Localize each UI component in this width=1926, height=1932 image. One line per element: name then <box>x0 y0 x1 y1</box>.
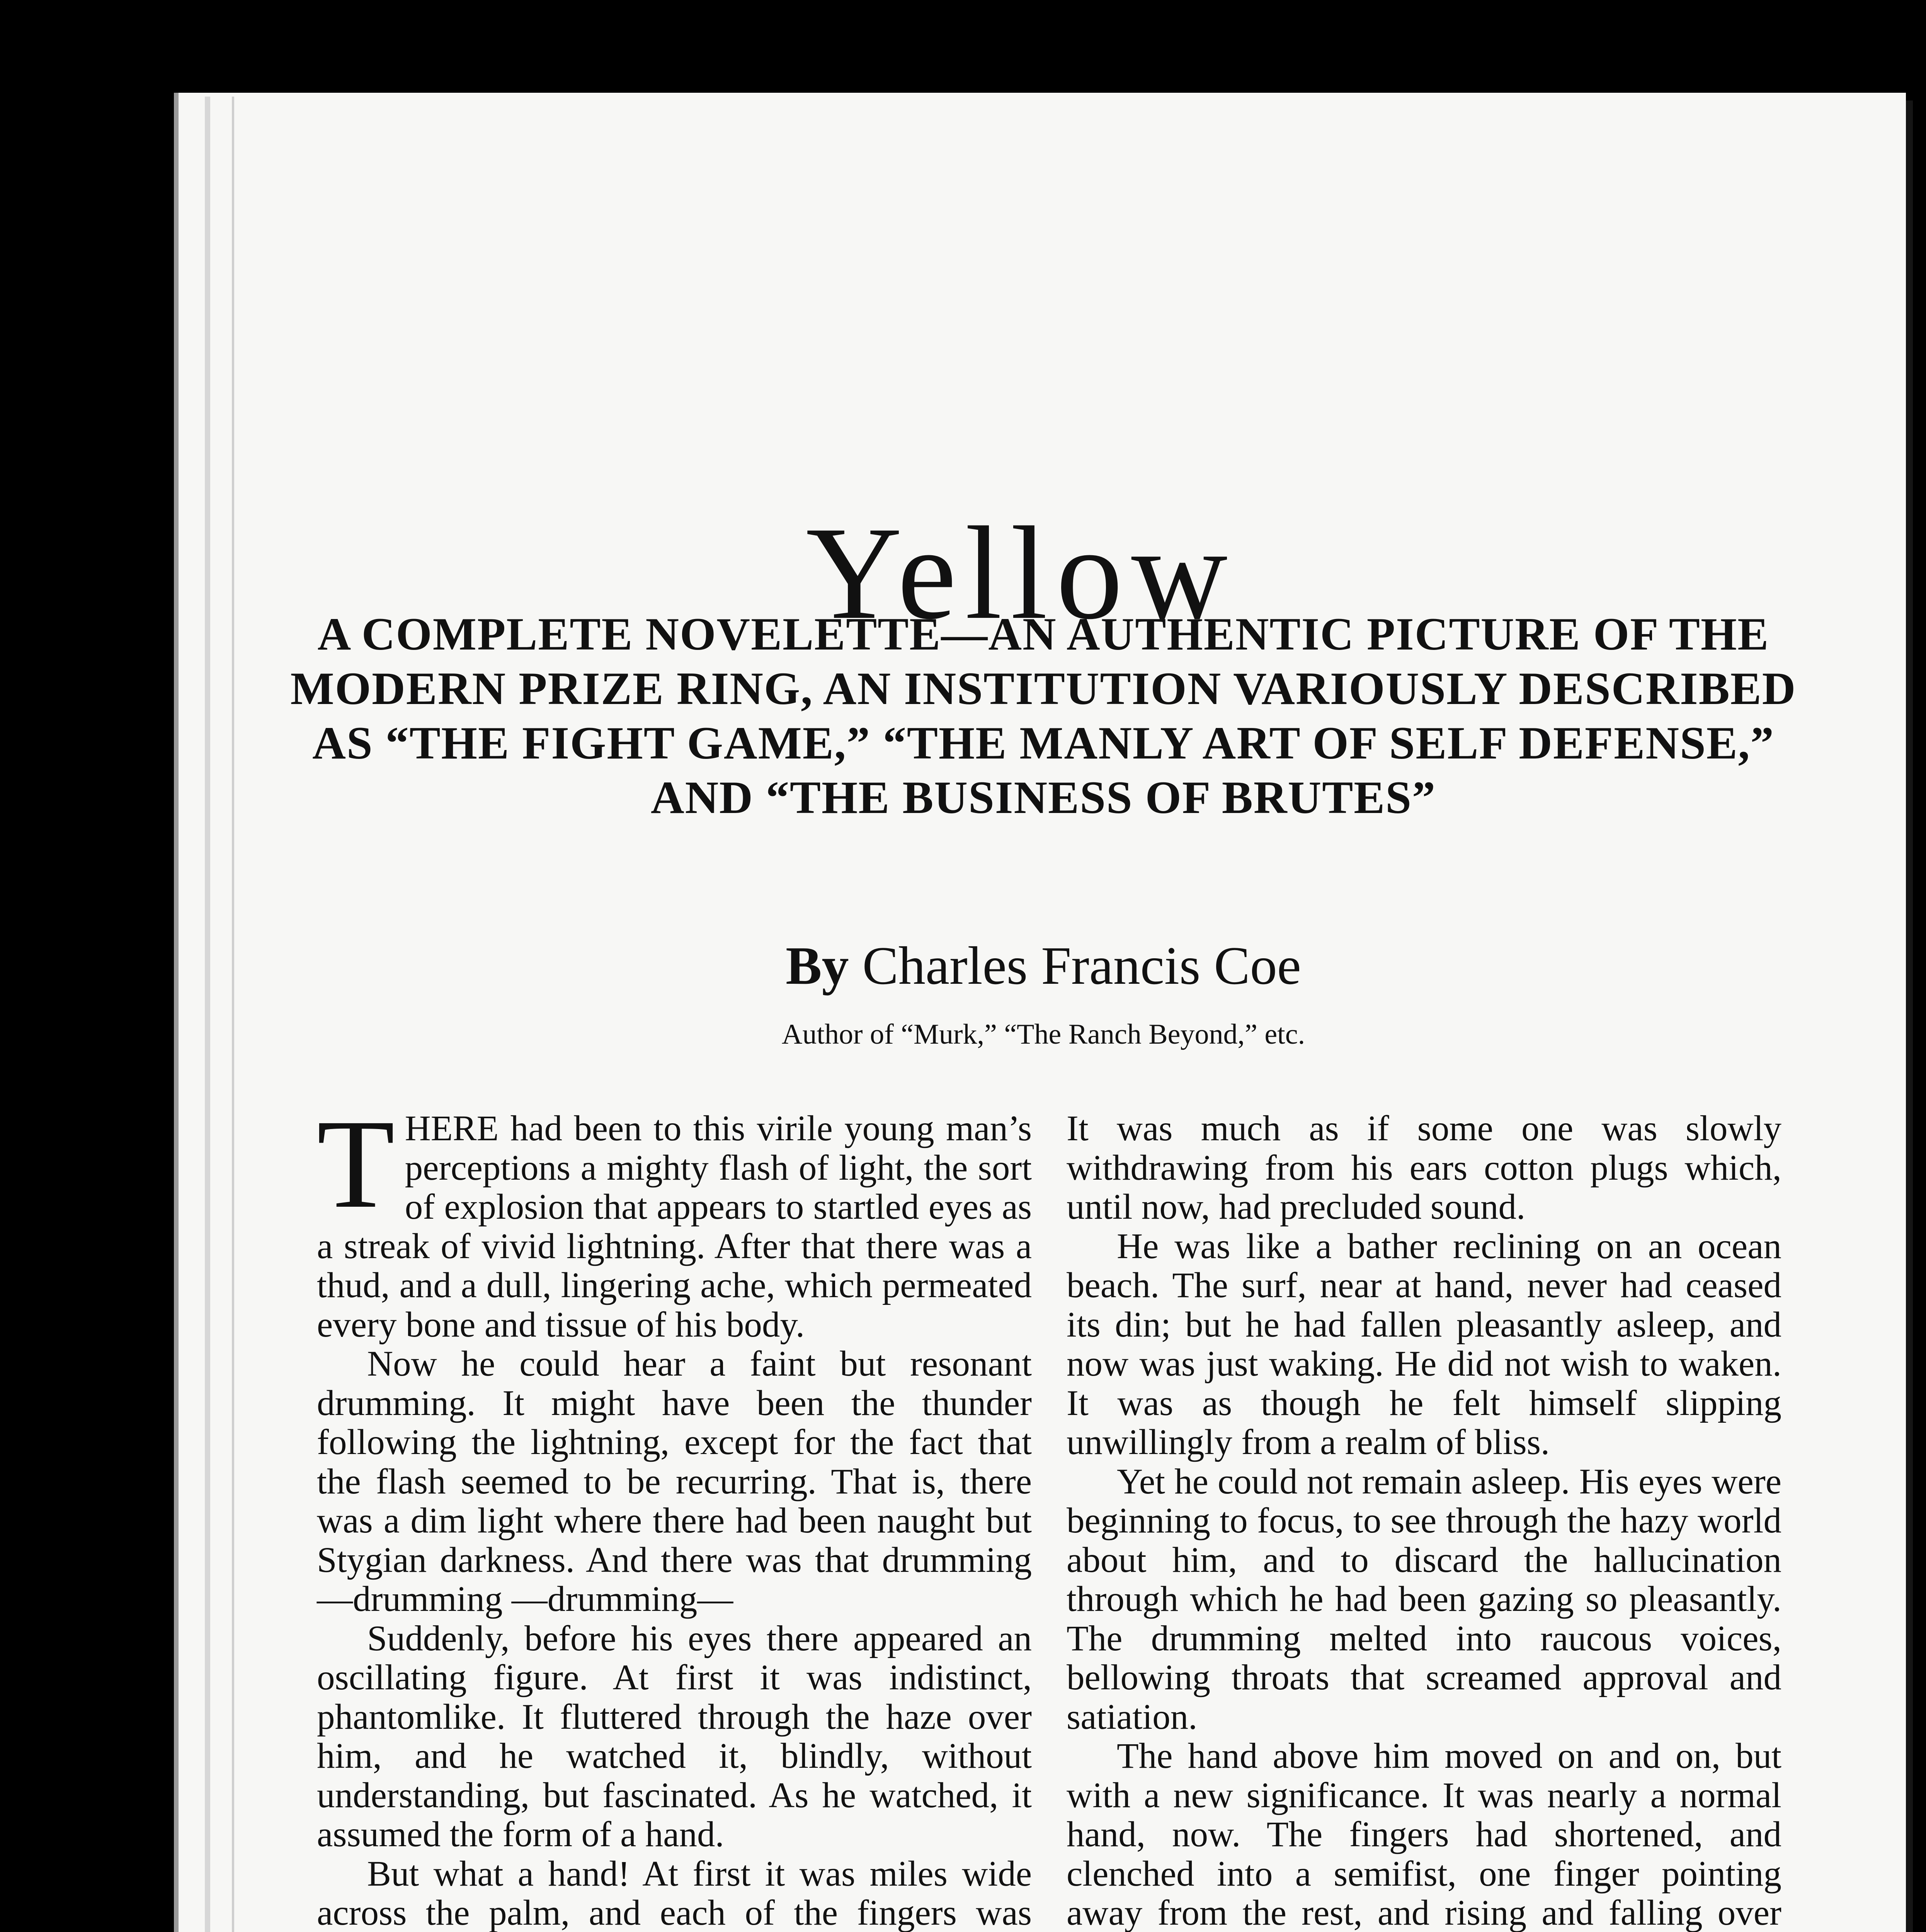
byline <box>290 936 1797 996</box>
paragraph: Yet he could not remain asleep. His eyes were beginning to focus, to see through the hazy world about him, and to discard the hallucination through which he had been gazing so pleasantly. The drumming melted into raucous voices, bellowing throats that screamed approval and satiation. <box>1067 1461 1781 1737</box>
paragraph: Now he could hear a faint but resonant drumming. It might have been the thunder following the lightning, except for the fact that the flash seemed to be recurring. That is, there was a dim light where there had been naught but Stygian darkness. And there was that drumming—drumming —drumming— <box>317 1344 1032 1619</box>
text-column-left <box>317 1094 1032 1932</box>
paragraph: It was much as if some one was slowly withdrawing from his ears cotton plugs which, until now, had precluded sound. <box>1067 1109 1781 1227</box>
paragraph <box>317 1094 1032 1345</box>
drop-cap: T <box>317 1094 395 1235</box>
story-title: Yellow <box>806 499 1236 647</box>
paragraph: He was like a bather reclining on an ocean beach. The surf, near at hand, never had ceased its din; but he had fallen pleasantly asleep, and now was just waking. He did not wish to waken. It was as though he felt himself slipping unwillingly from a realm of bliss. <box>1067 1226 1781 1462</box>
text-column-right <box>1067 1109 1781 1932</box>
paragraph-text: HERE had been to this virile young man’s perceptions a mighty flash of light, the sort of explosion that appears to startled eyes as a streak of vivid lightning. After that there was a thud, and a dull, lingering ache, which permeated every bone and tissue of his body. <box>317 1109 1032 1345</box>
page-binding-edge <box>232 97 234 1932</box>
author-note: Author of “Murk,” “The Ranch Beyond,” etc. <box>781 1019 1305 1050</box>
byline-author: Charles Francis Coe <box>862 936 1301 996</box>
story-subtitle: A COMPLETE NOVELETTE—AN AUTHENTIC PICTURE OF THE MODERN PRIZE RING, AN INSTITUTION VARIOUSLY DESCRIBED AS “THE FIGHT GAME,” “THE MANLY ART OF SELF DEFENSE,” AND “THE BUSINESS OF BRUTES” <box>290 608 1797 823</box>
paragraph: The hand above him moved on and on, but with a new significance. It was nearly a normal hand, now. The fingers had shortened, and clenched into a semifist, one finger pointing away from the rest, and rising and falling over <box>1067 1736 1781 1932</box>
paragraph: Suddenly, before his eyes there appeared an oscillating figure. At first it was indistinct, phantomlike. It fluttered through the haze over him, and he watched it, blindly, without understanding, but fascinated. As he watched, it assumed the form of a hand. <box>317 1618 1032 1854</box>
page-binding-edge <box>205 97 210 1932</box>
paragraph: But what a hand! At first it was miles wide across the palm, and each of the fingers was <box>317 1854 1032 1932</box>
byline-by: By <box>786 936 849 996</box>
